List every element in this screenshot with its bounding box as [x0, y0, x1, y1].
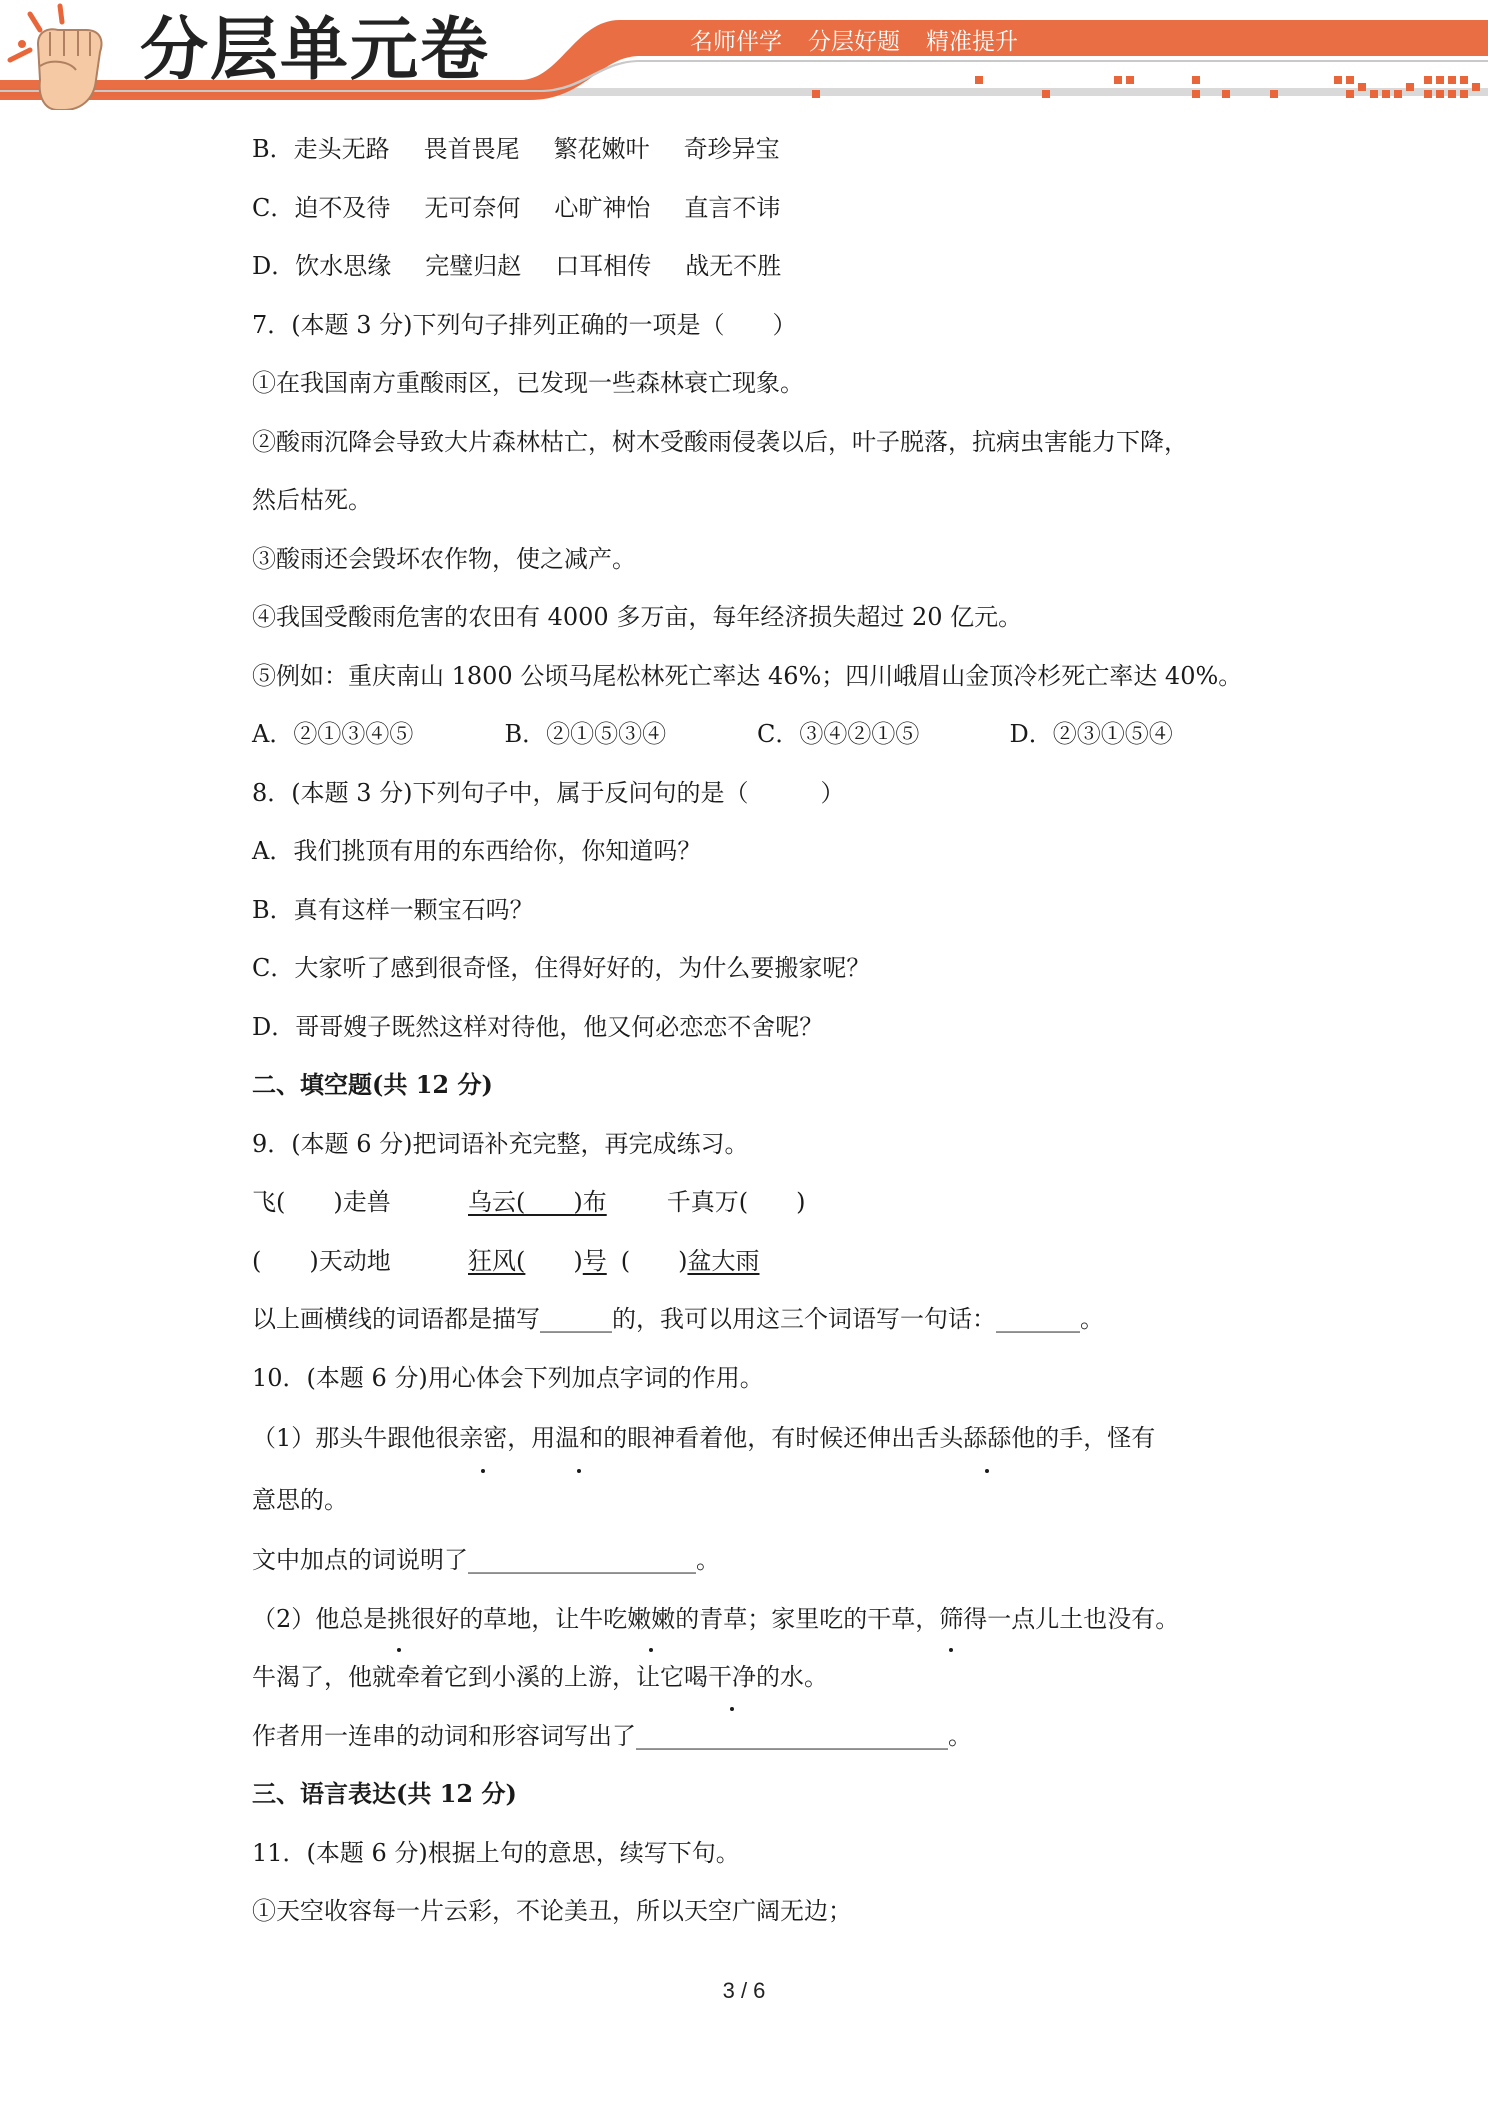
q9-row-2: [252, 1232, 1262, 1291]
header-slogan: [690, 22, 1018, 62]
word: 口耳相传: [555, 252, 652, 280]
word: 畏首畏尾: [423, 135, 520, 163]
option-label: B．: [252, 135, 294, 163]
q7-options: [252, 705, 1262, 764]
dotted-word: 挑: [387, 1590, 411, 1649]
q10-passage-1: [252, 1407, 1262, 1469]
word: 无可奈何: [424, 193, 521, 222]
q7-option-c: C．③④②①⑤: [757, 720, 920, 748]
underlined-part: 狂风(: [468, 1246, 526, 1275]
fill-item: 千真万( ): [666, 1188, 806, 1216]
q9-practice: 以上画横线的词语都是描写______的，我可以用这三个词语写一句话：_______。: [252, 1305, 1104, 1333]
word: 战无不胜: [685, 252, 782, 280]
q10-answer-1: 文中加点的词说明了___________________。: [252, 1546, 720, 1574]
word: 走头无路: [293, 135, 390, 163]
q11-stem: 11．(本题 6 分)根据上句的意思，续写下句。: [252, 1838, 740, 1867]
q8-stem: 8．(本题 3 分)下列句子中，属于反问句的是（ ）: [252, 778, 845, 807]
q7-stem: 7．(本题 3 分)下列句子排列正确的一项是（ ）: [252, 310, 797, 339]
q10-stem: 10．(本题 6 分)用心体会下列加点字词的作用。: [252, 1363, 764, 1392]
q8-option-a: A．我们挑顶有用的东西给你，你知道吗？: [252, 837, 702, 865]
page-header: [0, 0, 1488, 110]
q9-row-1: [252, 1173, 1262, 1232]
section-heading: 三、语言表达(共 12 分): [252, 1779, 517, 1808]
word: 完璧归赵: [425, 252, 522, 280]
fill-item-text: 乌云( )布: [468, 1188, 607, 1216]
blank-part: ( ): [620, 1246, 688, 1275]
text-run: 很好的草地，让牛吃: [411, 1604, 628, 1633]
q7-option-b: B．②①⑤③④: [504, 720, 667, 748]
q8-option-b: B．真有这样一颗宝石吗？: [252, 895, 534, 924]
q10-answer-2: 作者用一连串的动词和形容词写出了__________________________。: [252, 1721, 972, 1750]
word: 直言不讳: [684, 193, 781, 222]
q9-stem: 9．(本题 6 分)把词语补充完整，再完成练习。: [252, 1129, 749, 1158]
q7-sentence: ⑤例如：重庆南山 1800 公顷马尾松林死亡率达 46%；四川峨眉山金顶冷杉死亡率达 40%。: [252, 661, 1243, 690]
text-run: 牛渴了，他就牵着它到小溪的上游，让它喝: [252, 1663, 708, 1691]
q7-option-d: D．②③①⑤④: [1009, 720, 1173, 748]
q10-passage-2: [252, 1590, 1262, 1649]
q7-sentence: 然后枯死。: [252, 486, 372, 514]
slogan-item: 分层好题: [808, 29, 900, 55]
underlined-part: 盆大雨: [687, 1246, 760, 1275]
fill-item-underlined: [468, 1173, 607, 1232]
text-run: 他的手，怪有: [1011, 1424, 1156, 1452]
dotted-word: 舔舔: [963, 1407, 1011, 1469]
dotted-word: 嫩嫩: [627, 1590, 675, 1649]
fill-item: [468, 1232, 607, 1291]
q7-sentence: ④我国受酸雨危害的农田有 4000 多万亩，每年经济损失超过 20 亿元。: [252, 603, 1023, 631]
text-run: 得一点儿土也没有。: [963, 1604, 1180, 1633]
dotted-word: 筛: [939, 1590, 963, 1649]
word: 饮水思缘: [295, 252, 392, 280]
word: 奇珍异宝: [683, 135, 780, 163]
text-run: （2）他总是: [252, 1604, 388, 1633]
word: 繁花嫩叶: [553, 135, 650, 163]
text-run: ，用: [507, 1424, 556, 1452]
document-body: [252, 120, 1262, 1941]
q7-sentence: ②酸雨沉降会导致大片森林枯亡，树木受酸雨侵袭以后，叶子脱落，抗病虫害能力下降，: [252, 427, 1188, 456]
q11-sentence-1: ①天空收容每一片云彩，不论美丑，所以天空广阔无边；: [252, 1897, 852, 1925]
dotted-word: 亲密: [459, 1407, 507, 1469]
word: 心旷神怡: [554, 193, 651, 222]
q7-option-a: A．②①③④⑤: [252, 720, 414, 748]
q8-option-d: D．哥哥嫂子既然这样对待他，他又何必恋恋不舍呢？: [252, 1012, 824, 1041]
dotted-word: 温和: [555, 1407, 603, 1469]
fill-item: [621, 1232, 760, 1291]
blank-part: ): [525, 1246, 583, 1275]
slogan-item: 精准提升: [926, 29, 1018, 55]
page-number: 3 / 6: [722, 1978, 766, 2003]
option-label: D．: [252, 252, 296, 280]
text-run: 的水。: [756, 1663, 828, 1691]
text-run: （1）那头牛跟他很: [252, 1424, 460, 1452]
text-run: 的青草；家里吃的干草，: [675, 1604, 940, 1633]
q10-passage-2-cont: [252, 1648, 1262, 1707]
word: 迫不及待: [294, 193, 391, 222]
q7-sentence: ①在我国南方重酸雨区，已发现一些森林衰亡现象。: [252, 369, 804, 397]
section-heading: 二、填空题(共 12 分): [252, 1070, 493, 1099]
underlined-part: 号: [582, 1246, 607, 1275]
fill-item: ( )天动地: [252, 1246, 391, 1275]
slogan-item: 名师伴学: [690, 29, 782, 55]
dotted-word: 干净: [708, 1648, 756, 1707]
q6-option-c: [252, 179, 1262, 238]
q10-passage-1-cont: 意思的。: [252, 1486, 348, 1514]
brand-title: 分层单元卷: [140, 11, 491, 90]
fill-item: 飞( )走兽: [252, 1188, 391, 1216]
q6-option-d: [252, 237, 1262, 296]
text-run: 的眼神看着他，有时候还伸出舌头: [603, 1424, 964, 1452]
q7-sentence: ③酸雨还会毁坏农作物，使之减产。: [252, 544, 636, 573]
option-label: C．: [252, 193, 295, 222]
q8-option-c: C．大家听了感到很奇怪，住得好好的，为什么要搬家呢？: [252, 954, 871, 982]
q6-option-b: [252, 120, 1262, 179]
